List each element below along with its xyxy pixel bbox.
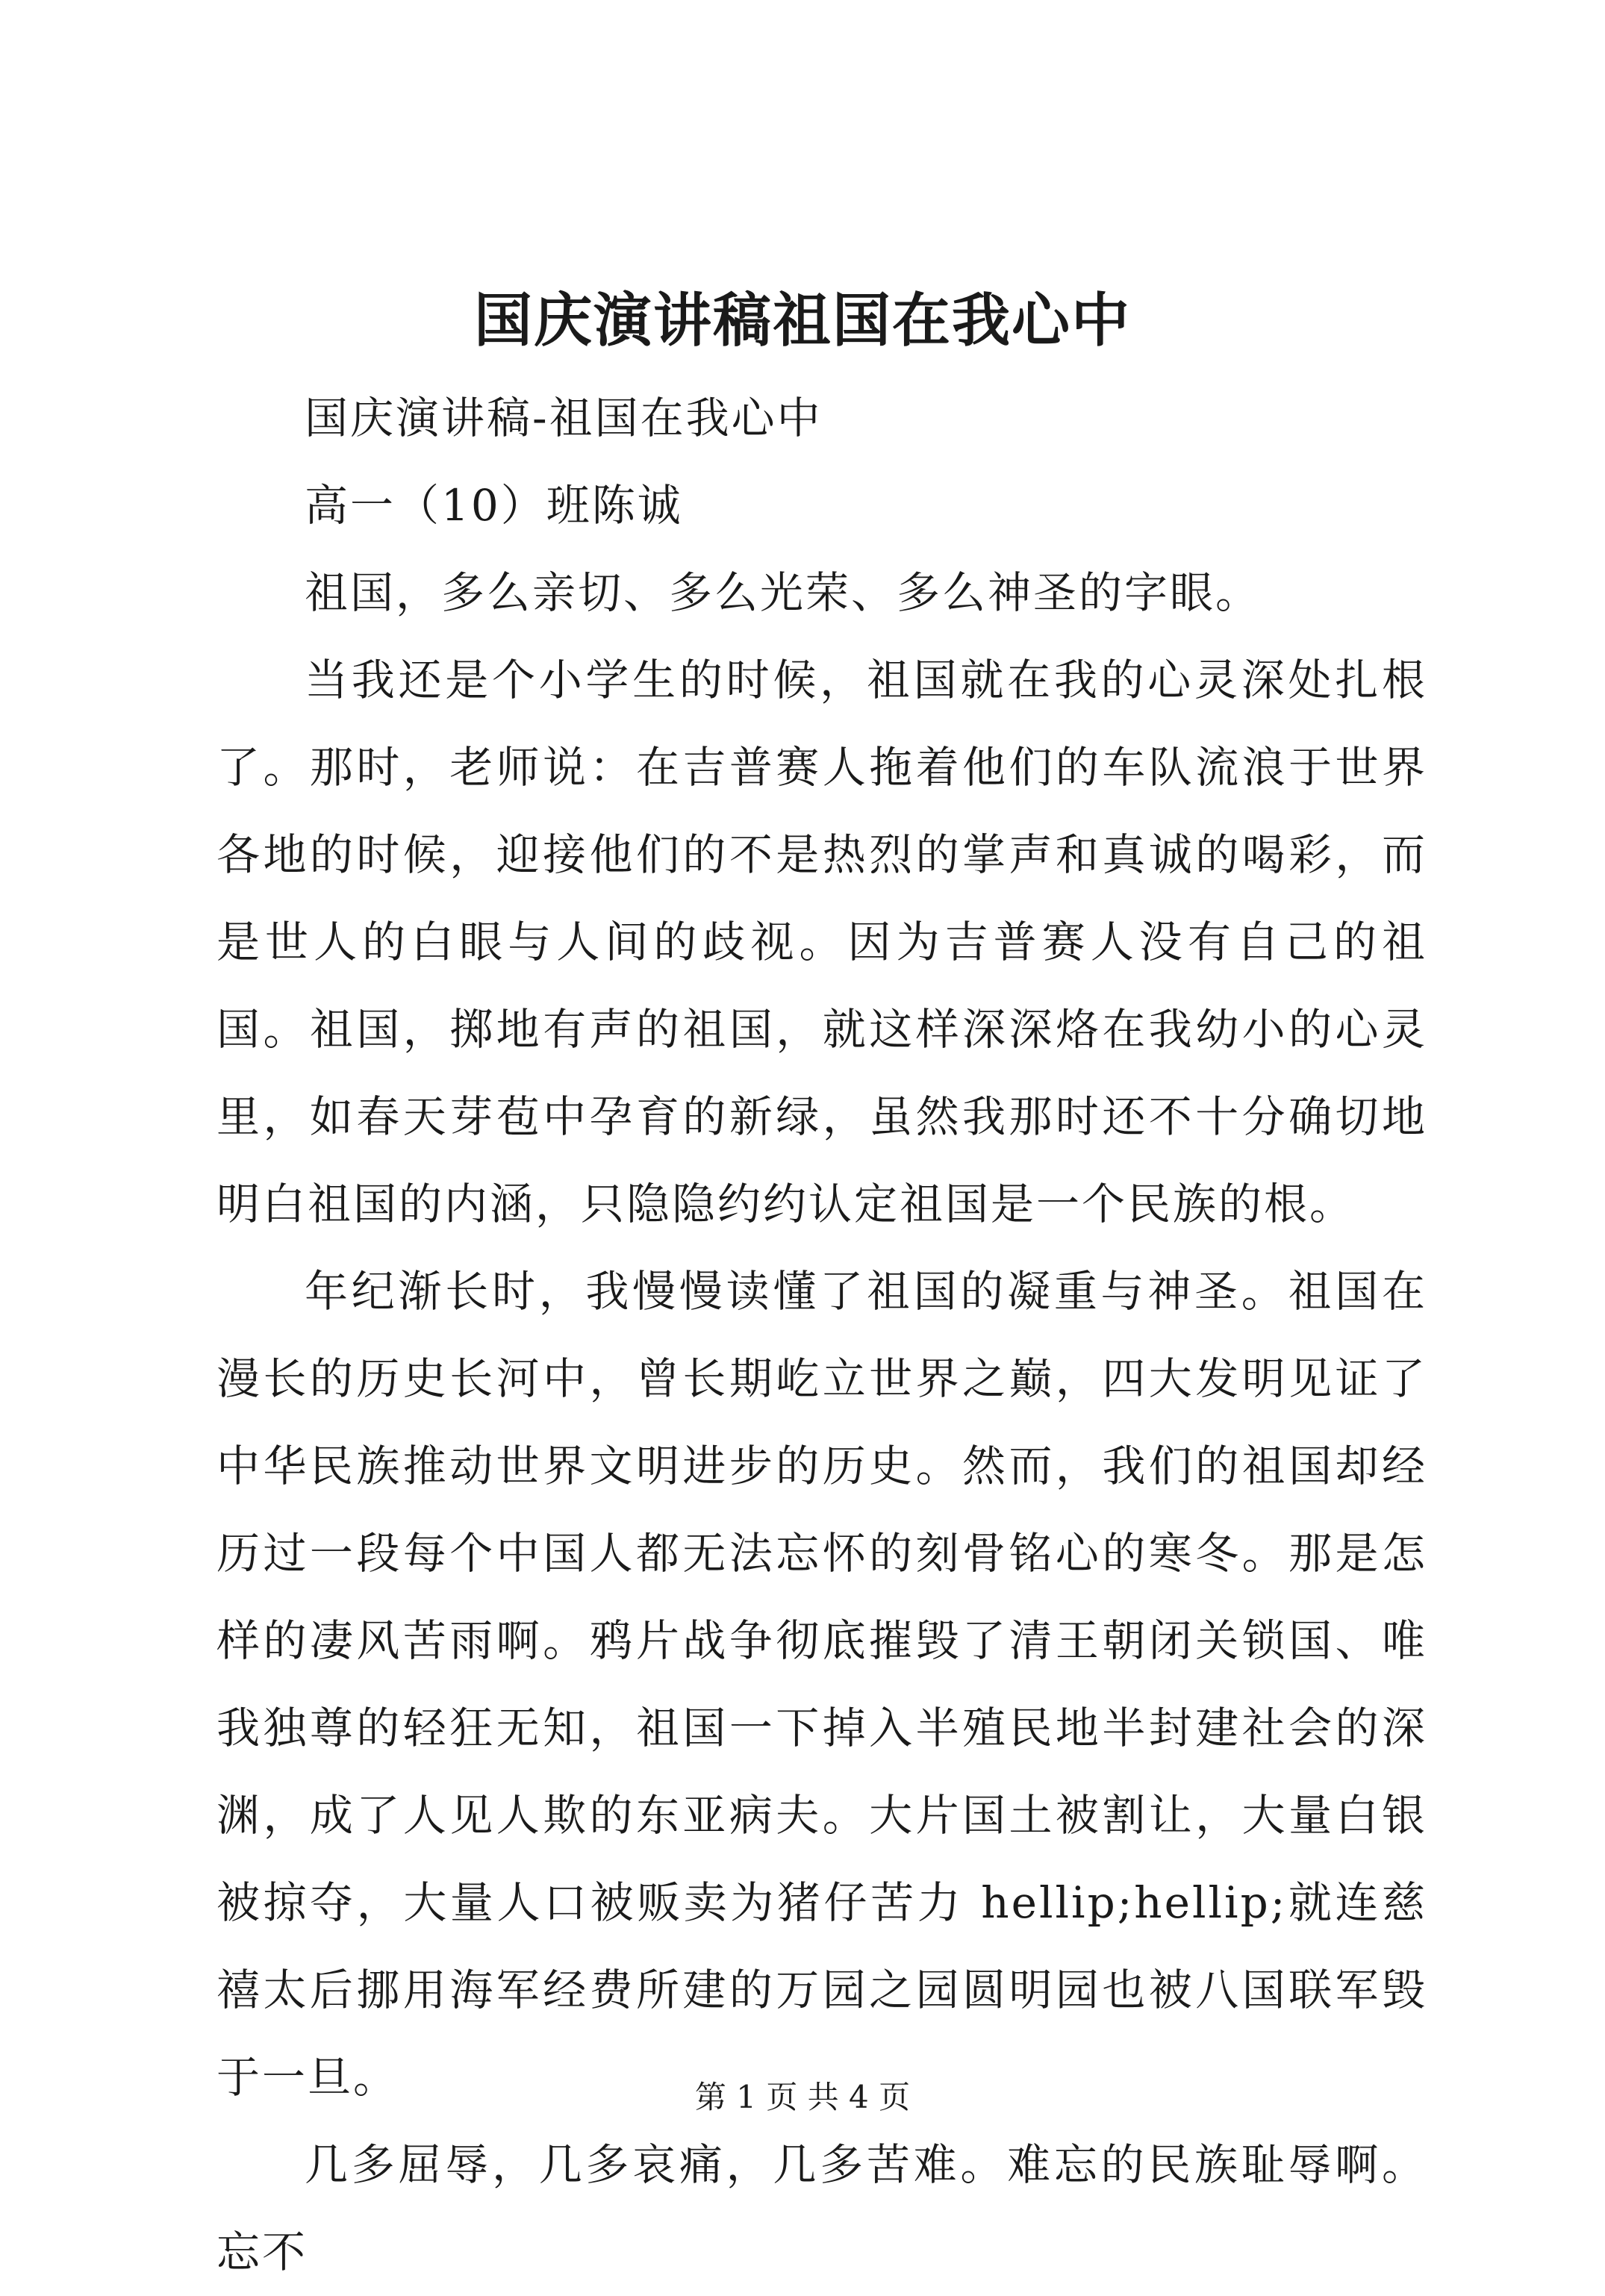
document-title: 国庆演讲稿祖国在我心中: [473, 287, 1131, 355]
document-body: [216, 375, 1427, 2296]
paragraph: 祖国，多么亲切、多么光荣、多么神圣的字眼。: [305, 567, 1262, 618]
page-footer: 第 1 页 共 4 页: [694, 2079, 911, 2115]
paragraph: 年纪渐长时，我慢慢读懂了祖国的凝重与神圣。祖国在漫长的历史长河中，曾长期屹立世界之巅，四大发明见证了中华民族推动世界文明进步的历史。然而，我们的祖国却经历过一段每个中国人都无法忘怀的刻骨铭心的寒冬。那是怎样的凄风苦雨啊。鸦片战争彻底摧毁了清王朝闭关锁国、唯我独尊的轻狂无知，祖国一下掉入半殖民地半封建社会的深渊，成了人见人欺的东亚病夫。大片国土被割让，大量白银被掠夺，大量人口被贩卖为猪仔苦力 hellip;hellip;就连慈禧太后挪用海军经费所建的万园之园圆明园也被八国联军毁于一旦。: [216, 1266, 1427, 2103]
author-line: 高一（10）班陈诚: [305, 480, 683, 531]
subtitle-line: 国庆演讲稿-祖国在我心中: [305, 393, 823, 443]
paragraph: 当我还是个小学生的时候，祖国就在我的心灵深处扎根了。那时，老师说：在吉普赛人拖着他们的车队流浪于世界各地的时候，迎接他们的不是热烈的掌声和真诚的喝彩，而是世人的白眼与人间的歧视。因为吉普赛人没有自己的祖国。祖国，掷地有声的祖国，就这样深深烙在我幼小的心灵里，如春天芽苞中孕育的新绿，虽然我那时还不十分确切地明白祖国的内涵，只隐隐约约认定祖国是一个民族的根。: [216, 655, 1427, 1229]
paragraph: 几多屈辱，几多哀痛，几多苦难。难忘的民族耻辱啊。忘不: [216, 2139, 1427, 2277]
